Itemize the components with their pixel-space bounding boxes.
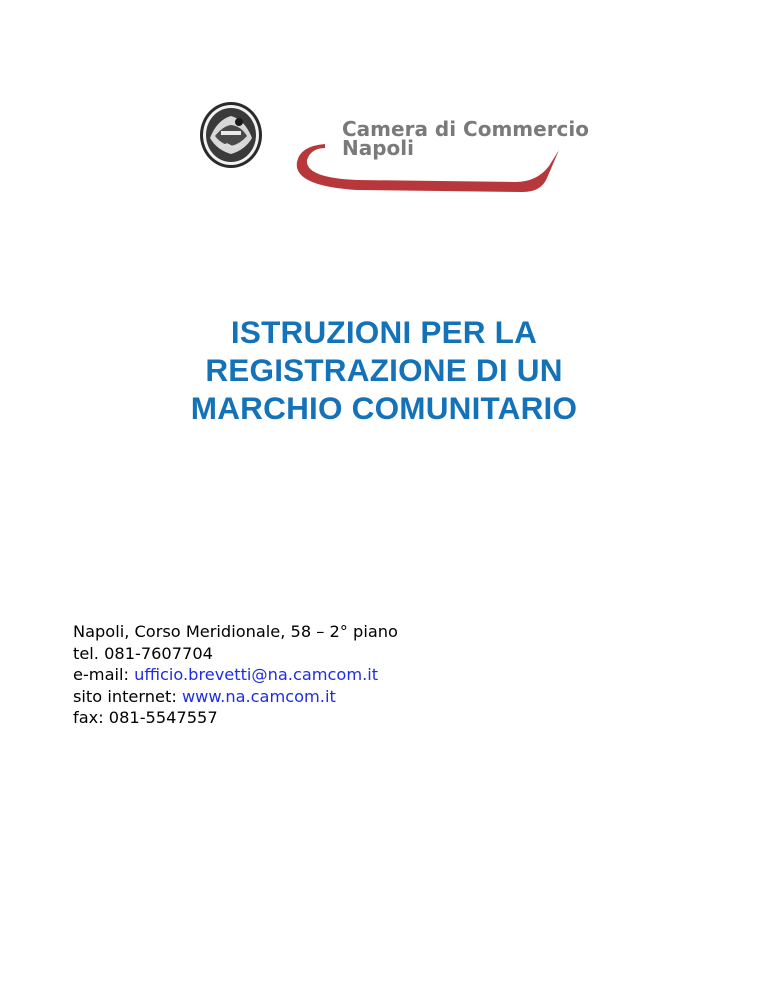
- website-line: [73, 686, 398, 708]
- logo-org-name-line2: Napoli: [342, 136, 415, 160]
- phone-line: tel. 081-7607704: [73, 643, 213, 663]
- email-label: e-mail:: [73, 665, 135, 684]
- title-line-2: REGISTRAZIONE DI UN: [205, 352, 563, 388]
- address-line: Napoli, Corso Meridionale, 58 – 2° piano: [73, 622, 398, 641]
- email-link[interactable]: ufficio.brevetti@na.camcom.it: [134, 665, 379, 684]
- logo-graphic: [197, 98, 590, 198]
- logo-swoosh-icon: [297, 144, 559, 192]
- title-line-3: MARCHIO COMUNITARIO: [190, 390, 578, 426]
- website-link[interactable]: www.na.camcom.it: [181, 686, 336, 706]
- contact-info: [73, 621, 398, 729]
- title-line-1: ISTRUZIONI PER LA: [230, 314, 538, 350]
- document-title: [0, 313, 768, 427]
- fax-line: fax: 081-5547557: [73, 708, 218, 727]
- logo-org-name-line1: Camera di Commercio: [342, 117, 590, 141]
- chamber-of-commerce-logo: [197, 98, 590, 198]
- email-line: [73, 664, 398, 686]
- seal-icon: [200, 102, 262, 168]
- website-label: sito internet:: [73, 686, 182, 706]
